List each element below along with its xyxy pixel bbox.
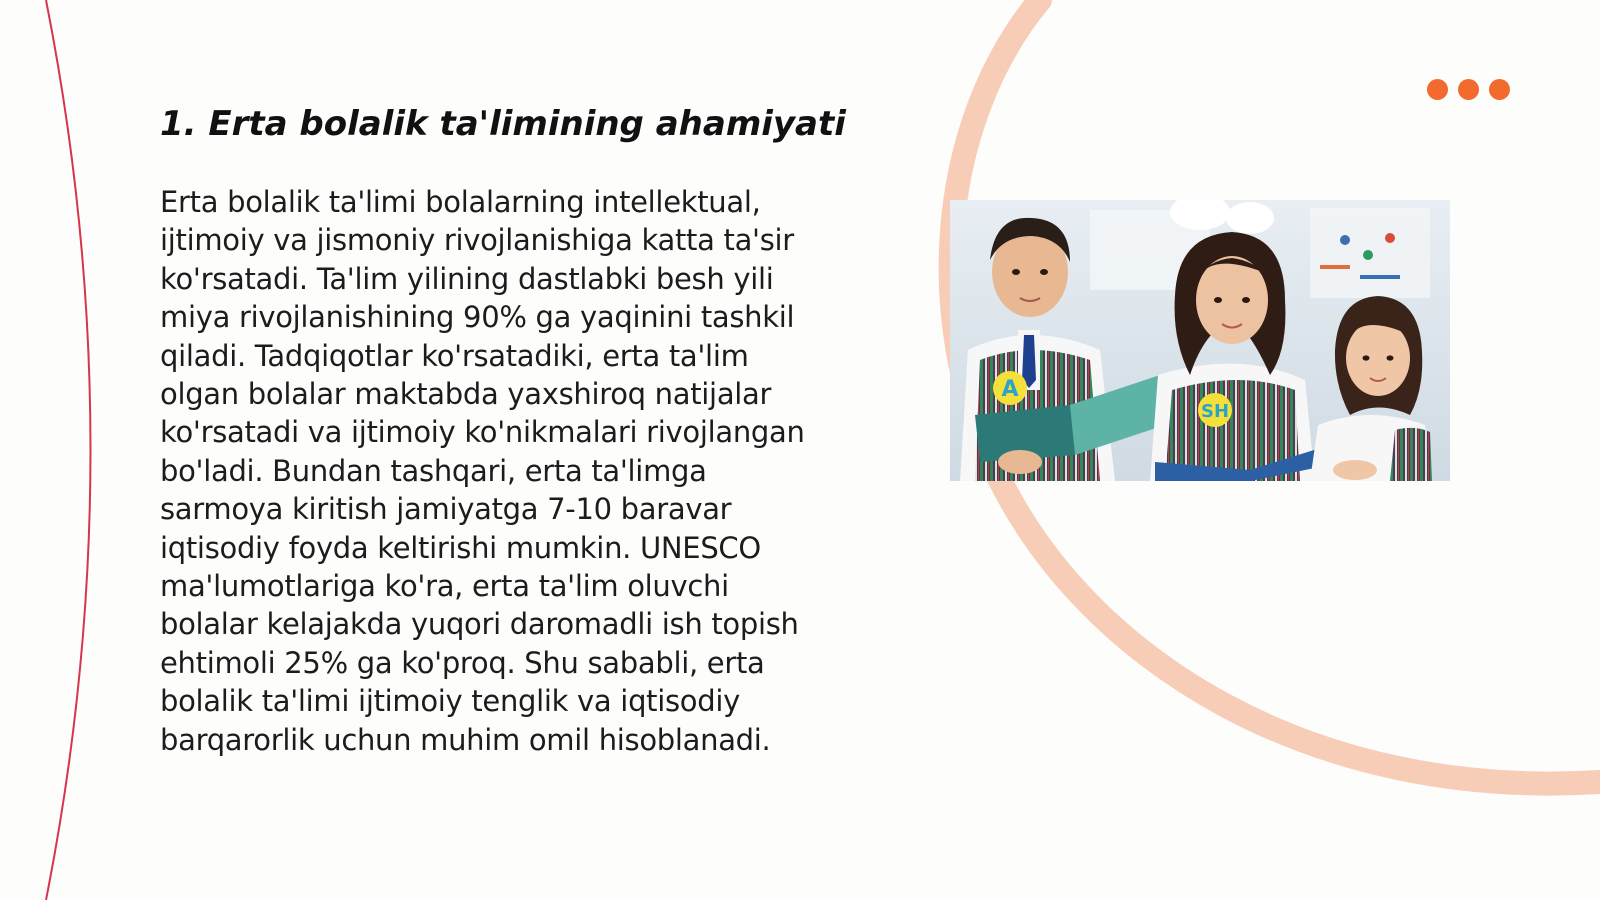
dot bbox=[1489, 79, 1510, 100]
body-line: ma'lumotlariga ko'ra, erta ta'lim oluvchi bbox=[160, 569, 729, 604]
body-line: bolalik ta'limi ijtimoiy tenglik va iqtisodiy bbox=[160, 684, 740, 719]
body-paragraph bbox=[160, 183, 850, 759]
body-line: bolalar kelajakda yuqori daromadli ish topish bbox=[160, 607, 799, 642]
body-line: ko'rsatadi. Ta'lim yilining dastlabki besh yili bbox=[160, 261, 774, 296]
body-line: iqtisodiy foyda keltirishi mumkin. UNESCO bbox=[160, 530, 761, 565]
left-red-curve bbox=[46, 0, 91, 900]
body-line: miya rivojlanishining 90% ga yaqinini tashkil bbox=[160, 300, 795, 335]
dot bbox=[1427, 79, 1448, 100]
children-photo bbox=[950, 200, 1450, 481]
body-line: qiladi. Tadqiqotlar ko'rsatadiki, erta ta'lim bbox=[160, 338, 749, 373]
body-line: sarmoya kiritish jamiyatga 7-10 baravar bbox=[160, 492, 732, 527]
badge-right: SH bbox=[1200, 401, 1230, 422]
body-line: Erta bolalik ta'limi bolalarning intellektual, bbox=[160, 185, 761, 219]
three-dots-icon bbox=[1427, 79, 1511, 101]
body-line: ehtimoli 25% ga ko'proq. Shu sababli, erta bbox=[160, 645, 765, 680]
body-line: ko'rsatadi va ijtimoiy ko'nikmalari rivojlangan bbox=[160, 415, 805, 450]
body-line: olgan bolalar maktabda yaxshiroq natijalar bbox=[160, 377, 772, 412]
body-line: ijtimoiy va jismoniy rivojlanishiga katta ta'sir bbox=[160, 223, 794, 258]
body-line: barqarorlik uchun muhim omil hisoblanadi. bbox=[160, 722, 771, 757]
body-line: bo'ladi. Bundan tashqari, erta ta'limga bbox=[160, 453, 707, 488]
badge-left: A bbox=[1001, 377, 1019, 402]
children-photo-illustration bbox=[950, 200, 1450, 481]
slide-title: 1. Erta bolalik ta'limining ahamiyati bbox=[160, 104, 846, 144]
dot bbox=[1458, 79, 1479, 100]
